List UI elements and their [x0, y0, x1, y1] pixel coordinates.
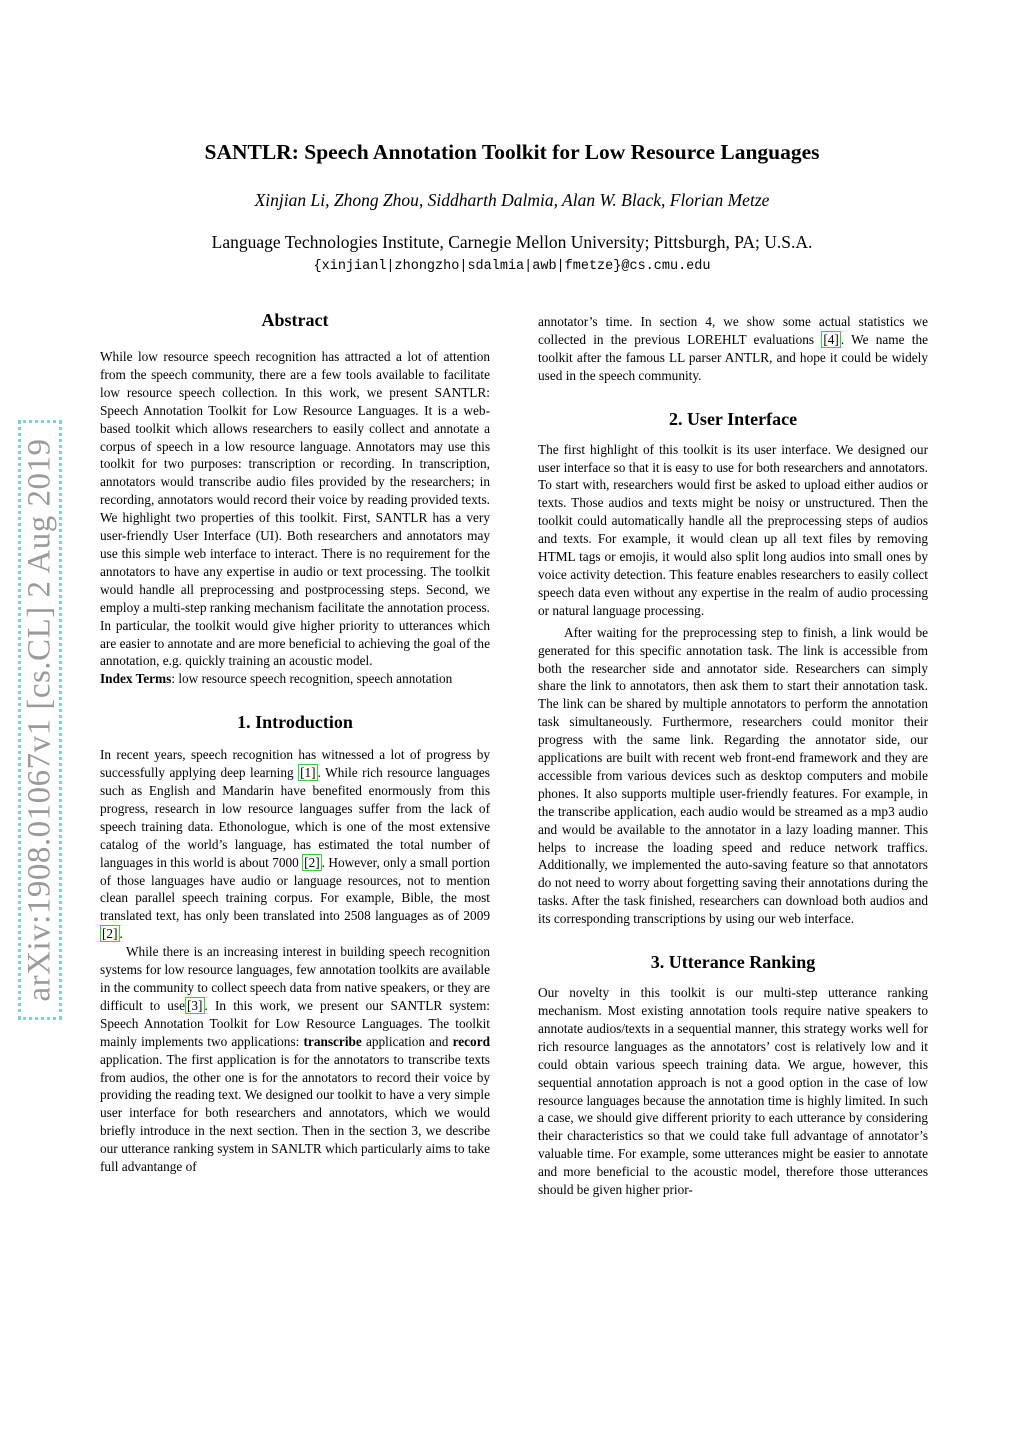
intro-p2-text-a: While there is an increasing interest in building speech recognition systems for low resource languages, few annotation toolkits are available in the community to collect speech data from native speakers, or they are difficult to use [100, 944, 490, 1013]
citation-link[interactable]: [2] [304, 854, 320, 870]
intro-p2-text-d: application. The first application is for the annotators to transcribe texts from audios, the other one is for the annotators to record their voice by providing the reading text. We designed our toolkit to have a very simple user interface for both researchers and annotators, which we would briefly introduce in the next section. Then in the section 3, we describe our utterance ranking system in SANLTR which particularly aims to take full advantange of [100, 1051, 490, 1175]
intro-paragraph-2 [100, 943, 490, 1176]
citation-link[interactable]: [3] [186, 997, 203, 1013]
intro-p2-text-c: application and [361, 1033, 453, 1049]
intro-p1-text-b: . While rich resource languages such as English and Mandarin have benefited enormously from this progress, research in low resource languages suffer from the lack of speech training data. Ethonologue, which is one of the most extensive catalog of the world’s language, has estimated the total number of languages in this world is about 7000 [100, 765, 490, 870]
intro-p1-text-c: . However, only a small portion of those languages have audio or language resources, not to mention clean parallel speech training corpus. For example, Bible, the most translated text, has only been translated into 2508 languages as of 2009 [100, 854, 490, 924]
term-record: record [452, 1033, 490, 1049]
paper-title: SANTLR: Speech Annotation Toolkit for Low Resource Languages [204, 140, 820, 164]
ranking-paragraph-1: Our novelty in this toolkit is our multi-step utterance ranking mechanism. Most existing annotation tools require native speakers to annotate audios/texts in a sequential manner, this strategy works well for rich resource languages as the annotators’ cost is relatively low and it could obtain various speech training data. We argue, however, this sequential annotation approach is not a good option in the case of low resource languages because the annotation time is highly limited. In such a case, we should give different priority to each utterance by considering their characteristics so that we could take full advantage of annotator’s valuable time. For example, some utterances might be easier to annotate and more beneficial to the acoustic model, therefore those utterances should be given higher prior- [538, 985, 928, 1198]
intro-p1-text-d: . [119, 926, 123, 942]
section-heading-introduction: 1. Introduction [237, 712, 353, 733]
arxiv-stamp[interactable] [18, 420, 62, 1020]
intro-p1-text-a: In recent years, speech recognition has witnessed a lot of progress by successfully applying deep learning [100, 747, 490, 781]
intro-cont-text-b: . We name the toolkit after the famous LL parser ANTLR, and hope it could be widely used in the speech community. [538, 331, 928, 383]
section-heading-user-interface: 2. User Interface [668, 408, 798, 429]
ui-paragraph-2: After waiting for the preprocessing step to finish, a link would be generated for this specific annotation task. The link is accessible from both the researcher side and annotator side. Researchers can simply share the link to annotators, then ask them to start their annotation task. The link can be shared by multiple annotators to perform the annotation task simultaneously. Furthermore, researchers could monitor their progress with the same link. Regarding the annotator side, our applications are built with recent web front-end framework and they are accessible from various devices such as desktop computers and mobile phones. It also supports multiple user-friendly features. For example, in the transcribe application, each audio would be streamed as a mp3 audio and would be available to the annotator in a lazy loading manner. This helps to increase the loading speed and reduce network traffics. Additionally, we implemented the auto-saving feature so that annotators do not need to worry about forgetting saving their annotations during the tasks. After the task finished, researchers can download both audios and its corresponding transcriptions by using our web interface. [538, 624, 928, 927]
left-column [100, 308, 490, 1176]
section-heading-utterance-ranking: 3. Utterance Ranking [650, 952, 816, 973]
author-emails: {xinjianl|zhongzho|sdalmia|awb|fmetze}@cs.cmu.edu [313, 259, 711, 274]
affiliation: Language Technologies Institute, Carnegie Mellon University; Pittsburgh, PA; U.S.A. [211, 232, 813, 252]
intro-paragraph-1 [100, 746, 490, 943]
arxiv-stamp-text: arXiv:1908.01067v1 [cs.CL] 2 Aug 2019 [21, 438, 58, 1002]
abstract-heading: Abstract [261, 310, 329, 330]
citation-link[interactable]: [4] [823, 331, 839, 347]
author-list: Xinjian Li, Zhong Zhou, Siddharth Dalmia, Alan W. Black, Florian Metze [254, 190, 770, 210]
ui-paragraph-1: The first highlight of this toolkit is its user interface. We designed our user interface so that it is easy to use for both researchers and annotators. To start with, researchers would first be asked to upload either audios or texts. Those audios and texts might be noisy or unstructured. Then the toolkit could automatically handle all the preprocessing steps of audios and texts. For example, it would clean up all text files by removing HTML tags or emojis, it would also split long audios into small ones by voice activity detection. This feature enables researchers to easily collect speech data even without any expertise in the realm of audio processing or natural language processing. [538, 441, 928, 618]
index-terms-text: : low resource speech recognition, speech annotation [171, 671, 453, 687]
intro-p2-text-b: . In this work, we present our SANTLR system: Speech Annotation Toolkit for Low Resource Languages. The toolkit mainly implements two applications: [100, 997, 490, 1049]
citation-link[interactable]: [2] [102, 926, 118, 942]
term-transcribe: transcribe [303, 1033, 362, 1049]
index-terms [100, 670, 490, 688]
right-column [538, 313, 928, 1199]
abstract-text: While low resource speech recognition has attracted a lot of attention from the speech community, there are a few tools available to facilitate low resource speech collection. In this work, we present SANTLR: Speech Annotation Toolkit for Low Resource Languages. It is a web-based toolkit which allows researchers to easily collect and annotate a corpus of speech in a low resource language. Annotators may use this toolkit for two purposes: transcription or recording. In transcription, annotators would transcribe audio files provided by the researchers; in recording, annotators would record their voice by reading provided texts. We highlight two properties of this toolkit. First, SANTLR has a very user-friendly User Interface (UI). Both researchers and annotators may use this simple web interface to interact. There is no requirement for the annotators to have any expertise in audio or text processing. The toolkit would handle all preprocessing and postprocessing steps. Second, we employ a multi-step ranking mechanism facilitate the annotation process. In particular, the toolkit would give higher priority to utterances which are easier to annotate and are more beneficial to achieving the goal of the annotation, e.g. quickly training an acoustic model. [100, 349, 490, 669]
intro-continuation [538, 313, 928, 385]
intro-cont-text-a: annotator’s time. In section 4, we show some actual statistics we collected in the previous LOREHLT evaluations [538, 314, 928, 347]
index-terms-label: Index Terms [100, 671, 172, 687]
citation-link[interactable]: [1] [300, 765, 316, 781]
